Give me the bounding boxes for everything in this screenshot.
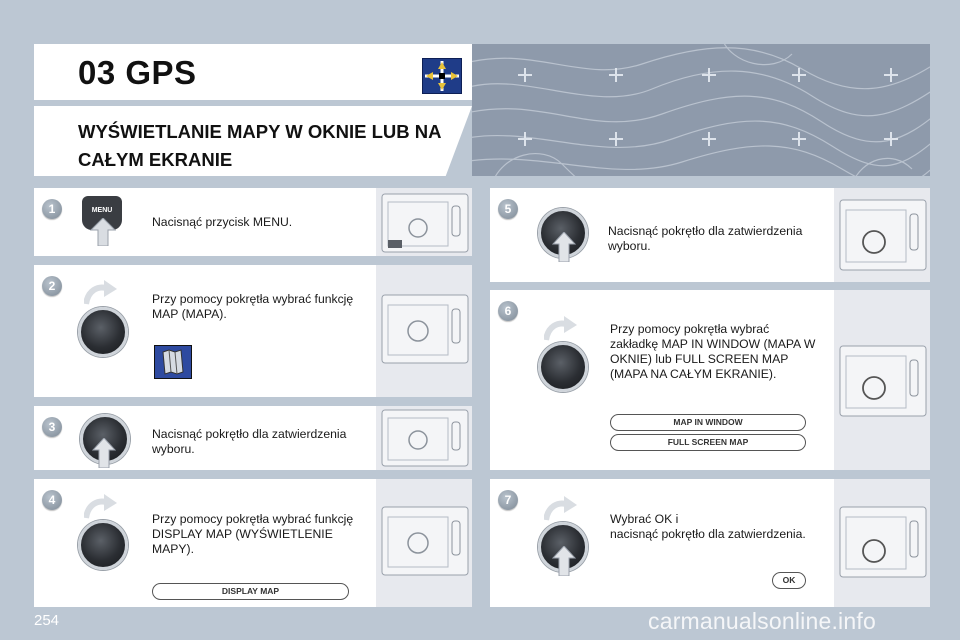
- radio-panel-image: [376, 406, 472, 470]
- rotary-knob-icon: [538, 342, 588, 392]
- step-instruction: [610, 512, 830, 542]
- menu-key-label: MENU: [91, 207, 113, 214]
- map-function-icon: [154, 345, 192, 379]
- radio-panel-image: [834, 290, 930, 470]
- map-in-window-option[interactable]: MAP IN WINDOW: [610, 414, 806, 431]
- step-instruction: Przy pomocy pokrętła wybrać zakładkę MAP IN WINDOW (MAPA W OKNIE) lub FULL SCREEN MAP (MAPA NA CAŁYM EKRANIE).: [610, 322, 816, 381]
- press-arrow-icon: [92, 438, 116, 473]
- radio-panel-image: [376, 188, 472, 256]
- rotary-knob-icon: [78, 307, 128, 357]
- step-number: 1: [42, 199, 62, 219]
- radio-panel-image: [834, 479, 930, 607]
- full-screen-map-option[interactable]: FULL SCREEN MAP: [610, 434, 806, 451]
- crosshair-navigation-icon: [422, 58, 462, 94]
- step-number: 7: [498, 490, 518, 510]
- rotary-knob-icon: [78, 520, 128, 570]
- step-instruction: Nacisnąć przycisk MENU.: [152, 215, 293, 229]
- page-number: 254: [34, 612, 60, 629]
- step-number: 5: [498, 199, 518, 219]
- step-instruction-line: nacisnąć pokrętło dla zatwierdzenia.: [610, 527, 806, 541]
- step-number: 6: [498, 301, 518, 321]
- step-instruction-line: Wybrać OK i: [610, 512, 679, 526]
- ok-option[interactable]: OK: [772, 572, 806, 589]
- step-instruction: Nacisnąć pokrętło dla zatwierdzenia wyboru.: [152, 427, 347, 456]
- radio-panel-image: [834, 188, 930, 282]
- step-number: 4: [42, 490, 62, 510]
- step-number: 3: [42, 417, 62, 437]
- radio-panel-image: [376, 265, 472, 397]
- step-instruction: Przy pomocy pokrętła wybrać funkcję MAP (MAPA).: [152, 292, 354, 321]
- topographic-map-banner: [472, 44, 930, 176]
- press-arrow-icon: [552, 546, 576, 581]
- radio-panel-image: [376, 479, 472, 607]
- step-instruction: Nacisnąć pokrętło dla zatwierdzenia wyboru.: [608, 224, 803, 253]
- step-number: 2: [42, 276, 62, 296]
- page-title: 03 GPS: [78, 54, 197, 91]
- step-instruction: Przy pomocy pokrętła wybrać funkcję DISPLAY MAP (WYŚWIETLENIE MAPY).: [152, 512, 354, 556]
- page-subtitle: WYŚWIETLANIE MAPY W OKNIE LUB NA CAŁYM EKRANIE: [78, 121, 441, 170]
- press-arrow-icon: [90, 218, 116, 251]
- watermark: carmanualsonline.info: [648, 608, 876, 634]
- display-map-option[interactable]: DISPLAY MAP: [152, 583, 349, 600]
- press-arrow-icon: [552, 232, 576, 267]
